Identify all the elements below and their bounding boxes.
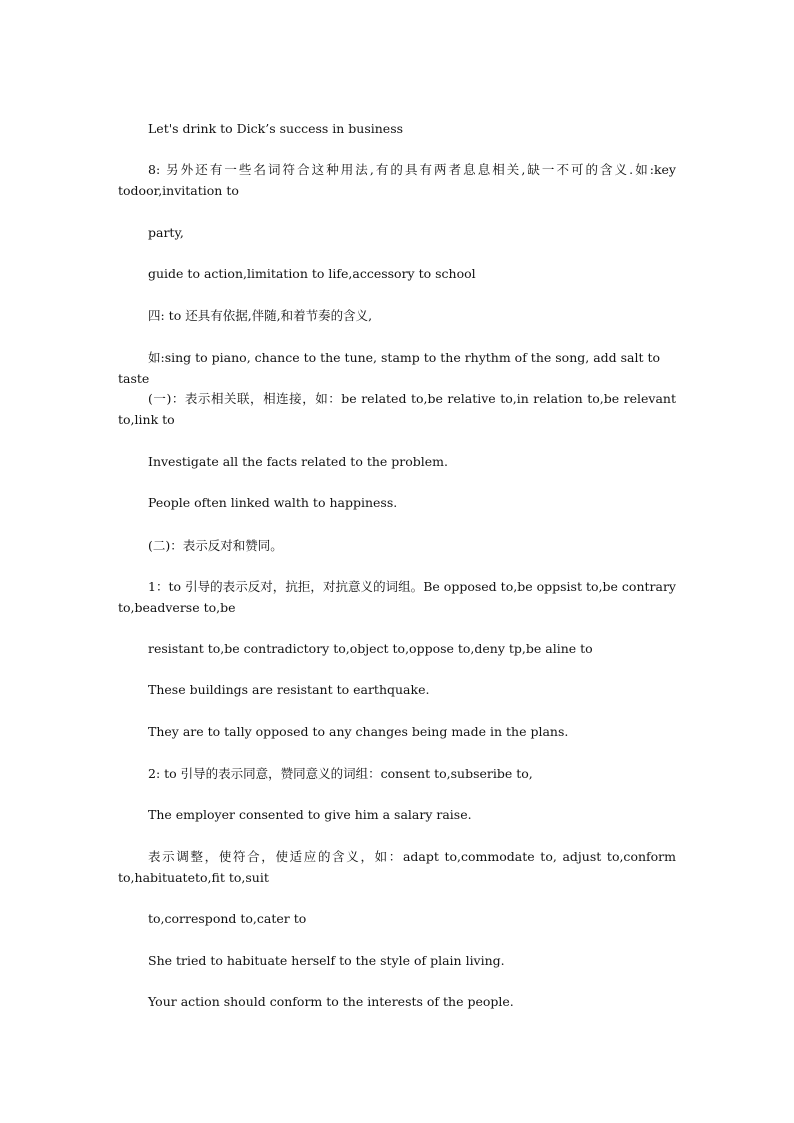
example-investigate: Investigate all the facts related to the problem.: [148, 454, 448, 469]
section-heading-four: 四: to 还具有依据,伴随,和着节奏的含义,: [148, 308, 373, 323]
example-linked-wealth: People often linked walth to happiness.: [148, 495, 398, 510]
example-buildings: These buildings are resistant to earthquake.: [148, 682, 430, 697]
paragraph-toast-example: Let's drink to Dick’s success in business: [148, 121, 404, 136]
subsection-related: (一)：表示相关联，相连接，如：be related to,be relative to,in relation to,be relevant to,link to: [118, 391, 676, 427]
paragraph-adjust-phrases: 表示调整，使符合，使适应的含义，如：adapt to,commodate to, adjust to,conform to,habituateto,fit to,suit: [118, 849, 676, 885]
paragraph-guide-examples: guide to action,limitation to life,accessory to school: [148, 266, 476, 281]
subsection-oppose-agree: (二)：表示反对和赞同。: [148, 538, 283, 553]
example-employer: The employer consented to give him a salary raise.: [148, 807, 472, 822]
example-opposed-changes: They are to tally opposed to any changes being made in the plans.: [148, 724, 569, 739]
paragraph-rhythm-examples: 如:sing to piano, chance to the tune, stamp to the rhythm of the song, add salt to taste: [118, 350, 661, 386]
example-conform: Your action should conform to the interests of the people.: [148, 994, 514, 1009]
paragraph-oppose-phrases-cont: resistant to,be contradictory to,object to,oppose to,deny tp,be aline to: [148, 641, 593, 656]
example-habituate: She tried to habituate herself to the style of plain living.: [148, 953, 505, 968]
paragraph-agree-phrases: 2: to 引导的表示同意，赞同意义的词组：consent to,subseribe to,: [148, 766, 533, 781]
paragraph-oppose-phrases: 1：to 引导的表示反对，抗拒，对抗意义的词组。Be opposed to,be oppsist to,be contrary to,beadverse to,be: [118, 579, 676, 615]
paragraph-rule-8: 8: 另外还有一些名词符合这种用法,有的具有两者息息相关,缺一不可的含义.如:key todoor,invitation to: [118, 162, 676, 198]
paragraph-adjust-phrases-cont: to,correspond to,cater to: [148, 911, 307, 926]
paragraph-party: party,: [148, 225, 184, 240]
